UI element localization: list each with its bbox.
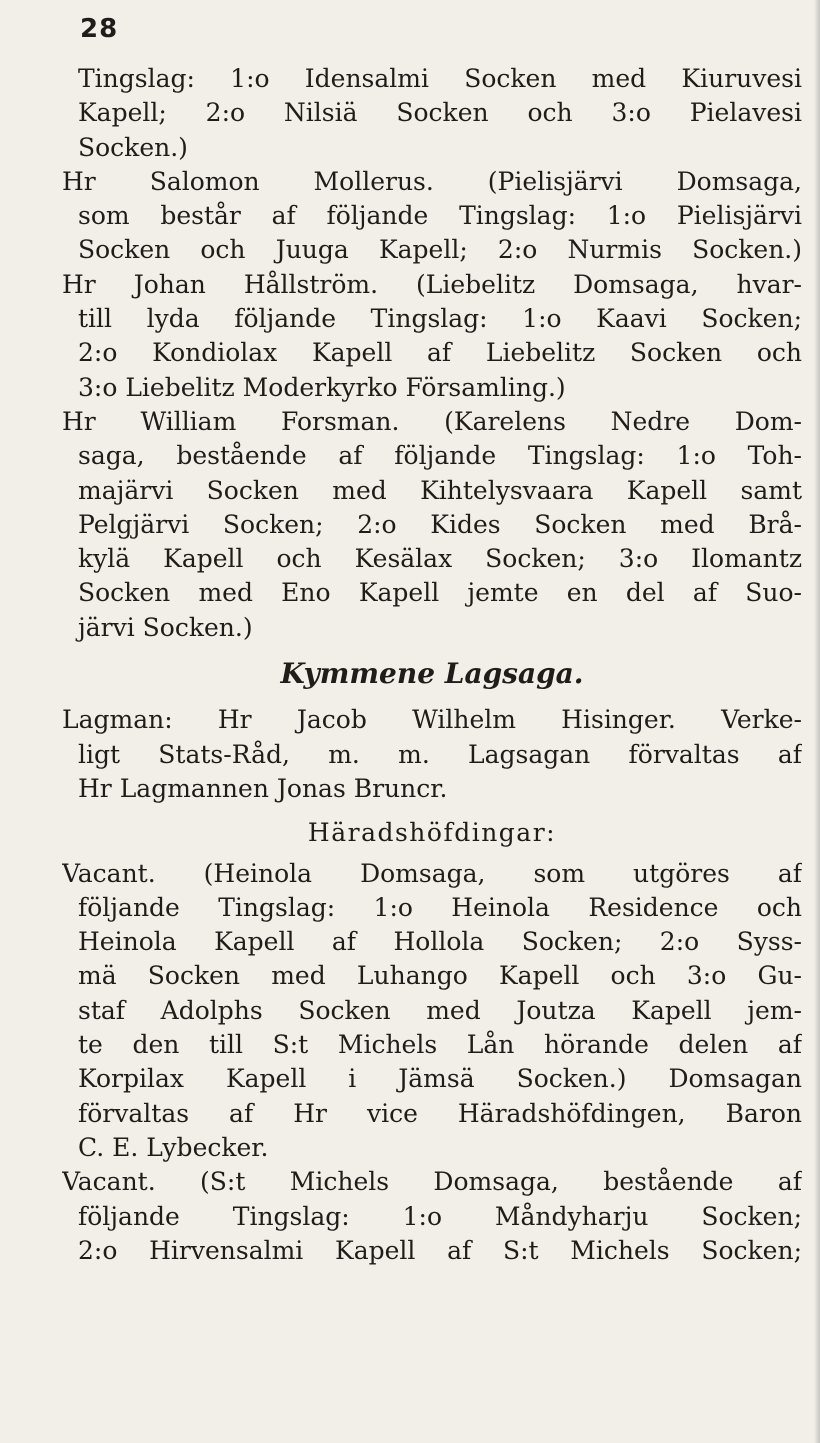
text-line: Hr Johan Hållström. (Liebelitz Domsaga, hvar- bbox=[62, 269, 802, 299]
page-text bbox=[62, 62, 802, 1268]
text-line: Kapell; 2:o Nilsiä Socken och 3:o Pielavesi bbox=[78, 98, 802, 128]
text-line: 3:o Liebelitz Moderkyrko Församling.) bbox=[78, 372, 566, 402]
text-line: järvi Socken.) bbox=[78, 612, 253, 642]
text-line: till lyda följande Tingslag: 1:o Kaavi Socken; bbox=[78, 304, 802, 334]
text-line: Pelgjärvi Socken; 2:o Kides Socken med Brå- bbox=[78, 509, 802, 539]
text-line: 2:o Kondiolax Kapell af Liebelitz Socken och bbox=[78, 338, 802, 368]
text-line: Hr Salomon Mollerus. (Pielisjärvi Domsaga, bbox=[62, 166, 802, 196]
page-edge-shadow bbox=[814, 0, 820, 1443]
text-line: kylä Kapell och Kesälax Socken; 3:o Ilomantz bbox=[78, 544, 802, 574]
text-line: staf Adolphs Socken med Joutza Kapell jem- bbox=[78, 995, 802, 1025]
text-line: saga, bestående af följande Tingslag: 1:o Toh- bbox=[78, 441, 802, 471]
section-heading: Kymmene Lagsaga. bbox=[280, 657, 584, 691]
section-subheading: Häradshöfdingar: bbox=[307, 818, 557, 848]
text-line: Socken med Eno Kapell jemte en del af Suo- bbox=[78, 578, 802, 608]
text-line: följande Tingslag: 1:o Heinola Residence och bbox=[78, 892, 802, 922]
text-line: Socken.) bbox=[78, 132, 188, 162]
text-line: följande Tingslag: 1:o Måndyharju Socken; bbox=[78, 1201, 802, 1231]
text-line: Hr Lagmannen Jonas Bruncr. bbox=[78, 773, 448, 803]
text-line: mä Socken med Luhango Kapell och 3:o Gu- bbox=[78, 961, 802, 991]
text-line: Tingslag: 1:o Idensalmi Socken med Kiuruvesi bbox=[78, 64, 802, 93]
text-line: te den till S:t Michels Lån hörande delen af bbox=[78, 1030, 802, 1060]
text-line: Korpilax Kapell i Jämsä Socken.) Domsagan bbox=[78, 1064, 802, 1094]
text-line: Lagman: Hr Jacob Wilhelm Hisinger. Verke- bbox=[62, 705, 802, 735]
page-number: 28 bbox=[80, 14, 119, 44]
text-line: majärvi Socken med Kihtelysvaara Kapell samt bbox=[78, 475, 802, 505]
text-line: Socken och Juuga Kapell; 2:o Nurmis Socken.) bbox=[78, 235, 802, 265]
text-line: Vacant. (S:t Michels Domsaga, bestående af bbox=[62, 1167, 802, 1197]
text-line: förvaltas af Hr vice Häradshöfdingen, Baron bbox=[78, 1098, 802, 1128]
text-line: Heinola Kapell af Hollola Socken; 2:o Syss- bbox=[78, 927, 802, 957]
text-line: som består af följande Tingslag: 1:o Pielisjärvi bbox=[78, 201, 802, 231]
text-line: ligt Stats-Råd, m. m. Lagsagan förvaltas af bbox=[78, 739, 802, 769]
text-line: Vacant. (Heinola Domsaga, som utgöres af bbox=[62, 858, 802, 888]
text-line: Hr William Forsman. (Karelens Nedre Dom- bbox=[62, 406, 802, 436]
text-line: C. E. Lybecker. bbox=[78, 1132, 269, 1162]
text-line: 2:o Hirvensalmi Kapell af S:t Michels Socken; bbox=[78, 1235, 802, 1265]
